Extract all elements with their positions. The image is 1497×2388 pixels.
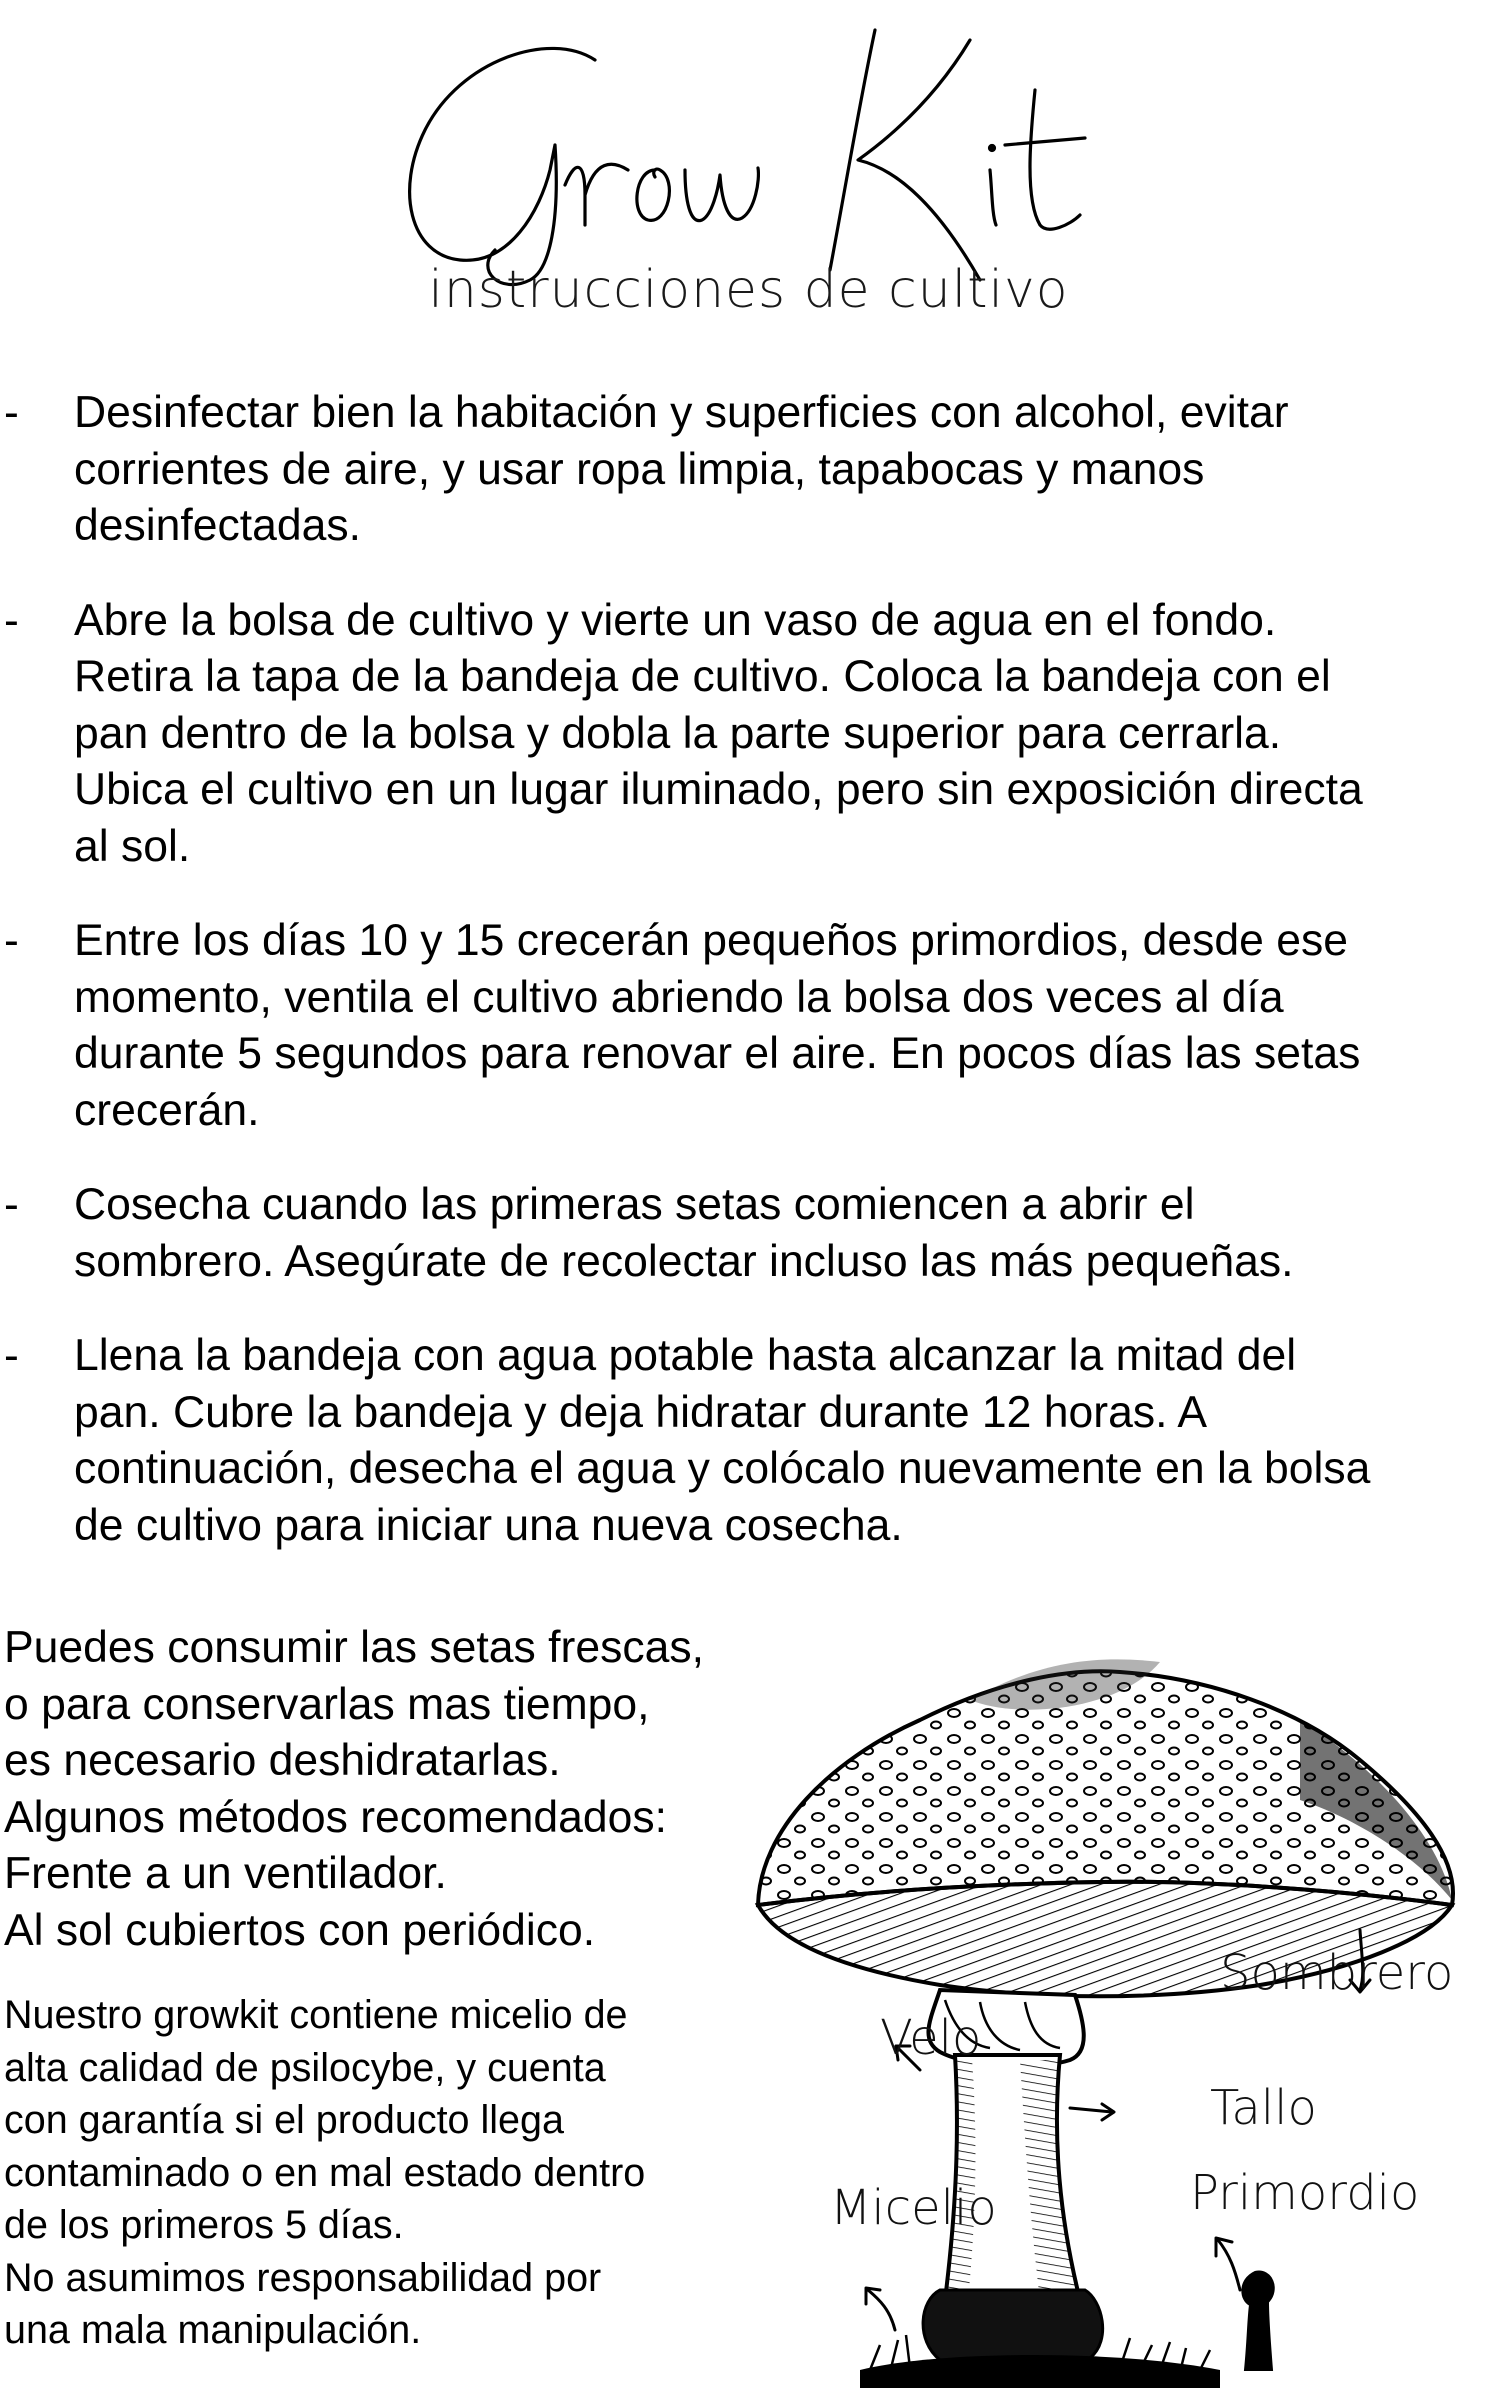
guarantee-line: Nuestro growkit contiene micelio de bbox=[4, 1993, 628, 2037]
bullet-dash: - bbox=[4, 1331, 19, 1380]
step-line: pan. Cubre la bandeja y deja hidratar durante 12 horas. A bbox=[74, 1387, 1208, 1437]
instruction-step bbox=[0, 385, 1497, 555]
guarantee-line: con garantía si el producto llega bbox=[4, 2098, 564, 2142]
step-line: corrientes de aire, y usar ropa limpia, tapabocas y manos bbox=[74, 444, 1205, 494]
bullet-dash: - bbox=[4, 1180, 19, 1229]
instruction-step bbox=[0, 1328, 1497, 1554]
bottom-notes bbox=[4, 1620, 764, 2357]
instruction-list bbox=[0, 385, 1497, 1592]
header bbox=[0, 20, 1497, 340]
step-line: Entre los días 10 y 15 crecerán pequeños primordios, desde ese bbox=[74, 916, 1348, 965]
bullet-dash: - bbox=[4, 595, 19, 645]
consumption-line: Algunos métodos recomendados: bbox=[4, 1792, 667, 1842]
step-line: Ubica el cultivo en un lugar iluminado, pero sin exposición directa bbox=[74, 765, 1363, 814]
label-velo: Velo bbox=[880, 2010, 982, 2066]
instruction-step bbox=[0, 1177, 1497, 1290]
step-line: Cosecha cuando las primeras setas comiencen a abrir el bbox=[74, 1180, 1195, 1229]
subtitle: instrucciones de cultivo bbox=[428, 260, 1069, 320]
label-sombrero: Sombrero bbox=[1220, 1945, 1454, 2001]
consumption-line: Al sol cubiertos con periódico. bbox=[4, 1905, 596, 1955]
label-tallo: Tallo bbox=[1210, 2080, 1317, 2136]
step-line: Llena la bandeja con agua potable hasta alcanzar la mitad del bbox=[74, 1331, 1297, 1380]
label-primordio: Primordio bbox=[1190, 2165, 1420, 2221]
step-line: Abre la bolsa de cultivo y vierte un vaso de agua en el fondo. bbox=[74, 595, 1277, 645]
instruction-step bbox=[0, 913, 1497, 1139]
step-line: Desinfectar bien la habitación y superficies con alcohol, evitar bbox=[74, 388, 1289, 437]
guarantee-line: contaminado o en mal estado dentro bbox=[4, 2150, 646, 2195]
consumption-line: o para conservarlas mas tiempo, bbox=[4, 1679, 650, 1729]
label-micelio: Micelio bbox=[830, 2180, 997, 2236]
guarantee-line: No asumimos responsabilidad por bbox=[4, 2255, 602, 2300]
step-line: Retira la tapa de la bandeja de cultivo. Coloca la bandeja con el bbox=[74, 652, 1331, 701]
step-line: momento, ventila el cultivo abriendo la bolsa dos veces al día bbox=[74, 972, 1284, 1022]
guarantee-paragraph bbox=[4, 1989, 764, 2357]
step-line: desinfectadas. bbox=[74, 501, 361, 550]
bullet-dash: - bbox=[4, 388, 19, 437]
primordium bbox=[1242, 2272, 1273, 2370]
guarantee-line: alta calidad de psilocybe, y cuenta bbox=[4, 2045, 606, 2090]
step-line: pan dentro de la bolsa y dobla la parte superior para cerrarla. bbox=[74, 708, 1282, 758]
guarantee-line: de los primeros 5 días. bbox=[4, 2203, 404, 2247]
step-line: de cultivo para iniciar una nueva cosecha. bbox=[74, 1500, 903, 1550]
consumption-line: Puedes consumir las setas frescas, bbox=[4, 1623, 704, 1672]
bullet-dash: - bbox=[4, 916, 19, 965]
mushroom-diagram bbox=[740, 1600, 1497, 2388]
consumption-line: es necesario deshidratarlas. bbox=[4, 1736, 561, 1785]
step-line: al sol. bbox=[74, 821, 191, 871]
guarantee-line: una mala manipulación. bbox=[4, 2308, 422, 2352]
consumption-line: Frente a un ventilador. bbox=[4, 1849, 447, 1898]
step-line: continuación, desecha el agua y colócalo nuevamente en la bolsa bbox=[74, 1444, 1371, 1493]
instruction-step bbox=[0, 593, 1497, 876]
step-line: sombrero. Asegúrate de recolectar incluso las más pequeñas. bbox=[74, 1236, 1294, 1286]
step-line: crecerán. bbox=[74, 1085, 260, 1135]
step-line: durante 5 segundos para renovar el aire. En pocos días las setas bbox=[74, 1029, 1361, 1078]
consumption-paragraph bbox=[4, 1620, 764, 1959]
